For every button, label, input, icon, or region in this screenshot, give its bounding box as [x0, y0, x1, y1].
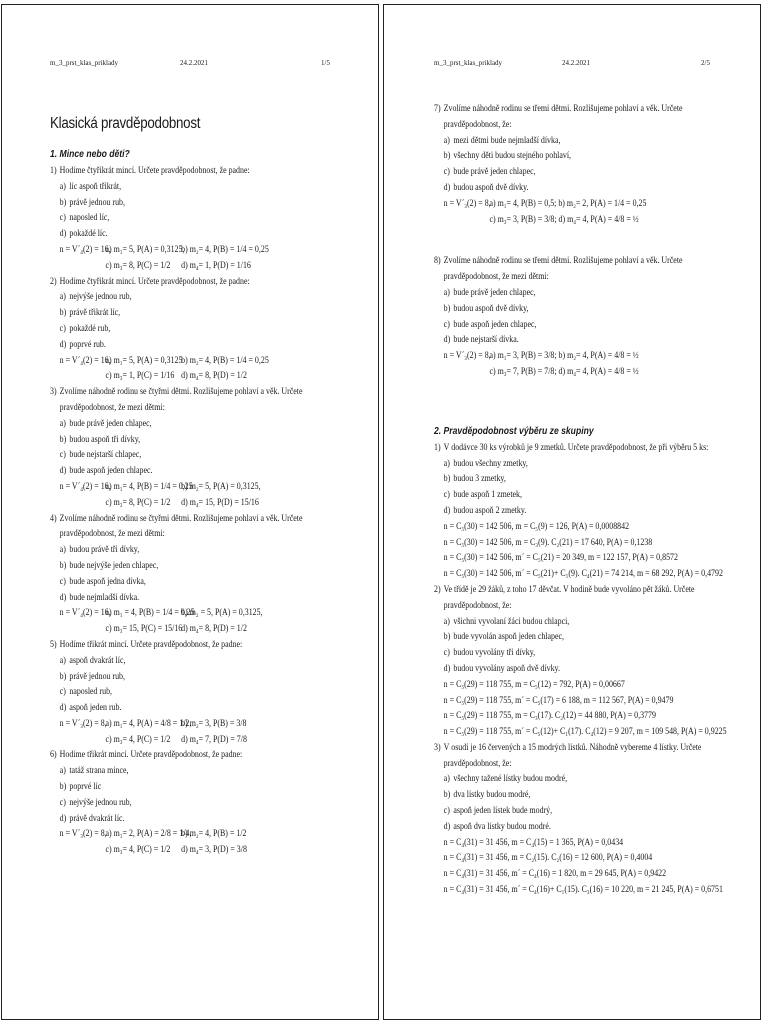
sub-question-text: bude vyvolán aspoň jeden chlapec,	[453, 631, 564, 642]
sub-question	[50, 305, 318, 321]
sub-question-text: bude aspoň jedna dívka,	[69, 575, 146, 586]
sub-question	[434, 503, 703, 519]
sub-question-text: budou všechny zmetky,	[453, 457, 528, 468]
sub-question-letter: a)	[443, 457, 450, 468]
sub-question-text: aspoň jeden lístek bude modrý,	[453, 805, 553, 816]
problem-statement-continued: pravděpodobnost, že mezi dětmi:	[59, 528, 165, 539]
sub-question-letter: b)	[59, 559, 67, 570]
sub-question-text: právě dvakrát líc.	[69, 812, 125, 823]
sub-question	[50, 558, 318, 574]
problem-number: 2)	[50, 275, 57, 286]
answer-line	[434, 212, 703, 228]
answer-line	[50, 732, 318, 748]
sub-question-text: bude právě jeden chlapec,	[69, 417, 152, 428]
sub-question-letter: d)	[59, 465, 67, 476]
sub-question	[50, 321, 318, 337]
sub-question	[50, 669, 318, 685]
sub-question-text: bude nejvýše jeden chlapec,	[69, 559, 159, 570]
sub-question-letter: a)	[59, 417, 66, 428]
section-title: 2. Pravděpodobnost výběru ze skupiny	[434, 425, 594, 437]
sub-question	[434, 771, 703, 787]
answer-line: n = C₅(29) = 118 755, m´ = C₅(17) = 6 188, m = 112 567, P(A) = 0,9479	[443, 694, 674, 705]
header-filename: m_3_prst_klas_priklady	[50, 59, 119, 67]
sub-question-letter: c)	[443, 166, 450, 177]
answer-cell: n = V´₃(2) = 8,	[443, 350, 491, 361]
sub-question	[50, 779, 318, 795]
sub-question-letter: a)	[59, 654, 66, 665]
answer-cell: c) m₃= 3, P(B) = 3/8; d) m₄= 4, P(A) = 4/8 = ½	[489, 213, 639, 224]
answer-cell: a) m₁= 4, P(B) = 1/4 = 0,25	[105, 480, 193, 491]
answer-cell: d) m₄= 3, P(D) = 3/8	[181, 844, 247, 855]
sub-question-letter: a)	[59, 544, 66, 555]
sub-question-letter: d)	[443, 334, 451, 345]
problem	[50, 637, 318, 748]
sub-question	[50, 684, 318, 700]
sub-question-letter: b)	[443, 302, 451, 313]
problem-statement: 2) Ve třídě je 29 žáků, z toho 17 děvčat. V hodině bude vyvoláno pět žáků. Určete	[434, 582, 703, 598]
sub-question	[434, 645, 703, 661]
sub-question-text: právě jednou rub,	[69, 670, 126, 681]
header-page-number: 1/5	[321, 59, 330, 67]
problem	[50, 163, 318, 274]
sub-question	[434, 456, 703, 472]
sub-question-text: tatáž strana mince,	[69, 765, 129, 776]
sub-question-letter: d)	[443, 820, 451, 831]
sub-question-letter: a)	[443, 615, 450, 626]
sub-question-letter: d)	[59, 702, 67, 713]
sub-question-text: budou vyvolány aspoň dvě dívky.	[453, 662, 560, 673]
sub-question-letter: c)	[443, 647, 450, 658]
sub-question-letter: b)	[59, 307, 67, 318]
problem	[50, 384, 318, 510]
sub-question-letter: b)	[59, 433, 67, 444]
sub-question	[50, 700, 318, 716]
page-header	[2, 59, 378, 69]
problem-list	[50, 163, 354, 858]
sub-question	[50, 653, 318, 669]
answer-cell: d) m₄= 15, P(D) = 15/16	[181, 496, 259, 507]
sub-question-text: právě jednou rub,	[69, 196, 126, 207]
sub-question	[434, 164, 703, 180]
problem-statement: 7) Zvolíme náhodně rodinu se třemi dětmi. Rozlišujeme pohlaví a věk. Určete	[434, 101, 703, 117]
answer-cell: a) m₁= 3, P(B) = 3/8; b) m₂= 4, P(A) = 4/8 = ½	[489, 350, 639, 361]
problem	[434, 101, 703, 227]
sub-question	[50, 447, 318, 463]
answer-cell: c) m₃= 8, P(C) = 1/2	[105, 496, 171, 507]
answer-cell: a) m₁= 5, P(A) = 0,3125	[105, 354, 183, 365]
problem-statement: 3) V osudí je 16 červených a 15 modrých lístků. Náhodně vybereme 4 lístky. Určete	[434, 740, 703, 756]
sub-question-letter: a)	[59, 180, 66, 191]
spacer	[434, 227, 740, 253]
sub-question-letter: a)	[443, 134, 450, 145]
answer-cell: b) m₂ = 5, P(A) = 0,3125,	[181, 607, 263, 618]
sub-question-letter: d)	[59, 228, 67, 239]
problem-number: 1)	[50, 165, 57, 175]
sub-question	[50, 179, 318, 195]
page-body	[434, 101, 740, 898]
answer-cell: b) m₂= 3, P(B) = 3/8	[181, 717, 247, 728]
sub-question-letter: c)	[59, 212, 66, 223]
problem	[434, 440, 723, 582]
answer-cell: n = V´₃(2) = 8,	[59, 717, 107, 728]
answer-cell: n = V´₄(2) = 16,	[59, 607, 111, 618]
problem	[434, 582, 727, 740]
answer-cell: a) m₁= 4, P(B) = 0,5; b) m₂= 2, P(A) = 1/4 = 0,25	[489, 197, 647, 208]
problem-number: 2)	[434, 583, 441, 594]
problem-list	[434, 101, 740, 380]
sub-question-text: bude nejstarší chlapec,	[69, 449, 142, 460]
sub-question	[50, 432, 318, 448]
problem-statement: 3) Zvolíme náhodně rodinu se čtyřmi dětmi. Rozlišujeme pohlaví a věk. Určete	[50, 384, 318, 400]
sub-question	[434, 301, 703, 317]
answer-cell: d) m₄= 1, P(D) = 1/16	[181, 259, 251, 270]
answer-line: n = C₄(31) = 31 456, m = C₂(15). C₂(16) = 12 600, P(A) = 0,4004	[443, 852, 653, 863]
answer-line	[50, 605, 318, 621]
sub-question-text: naposled rub,	[69, 686, 113, 697]
sub-question	[434, 285, 703, 301]
sub-question-letter: d)	[59, 338, 67, 349]
problem-number: 6)	[50, 749, 57, 760]
answer-cell: c) m₃= 8, P(C) = 1/2	[105, 259, 171, 270]
answer-line	[434, 364, 703, 380]
sub-question	[50, 542, 318, 558]
sub-question-text: pokaždé líc.	[69, 228, 108, 239]
sub-question	[50, 195, 318, 211]
page-header	[384, 59, 760, 69]
sub-question-text: nejvýše jednou rub,	[69, 796, 132, 807]
answer-line: n = C₅(30) = 142 506, m = C₅(9) = 126, P(A) = 0,0008842	[443, 520, 630, 531]
answer-line	[50, 495, 318, 511]
sub-question-letter: d)	[443, 181, 451, 192]
problem-statement: 8) Zvolíme náhodně rodinu se třemi dětmi. Rozlišujeme pohlaví a věk. Určete	[434, 253, 703, 269]
sub-question	[434, 487, 703, 503]
answer-line	[50, 621, 318, 637]
sub-question-text: dva lístky budou modré,	[453, 789, 531, 800]
answer-cell: n = V´₄(2) = 16,	[59, 480, 111, 491]
sub-question-text: aspoň jeden rub.	[69, 702, 122, 713]
answer-cell: b) m₂= 5, P(A) = 0,3125,	[181, 480, 261, 491]
problem-statement-continued: pravděpodobnost, že:	[443, 599, 512, 610]
sub-question-text: bude nejmladší dívka.	[69, 591, 140, 602]
sub-question-text: aspoň dvakrát líc,	[69, 654, 126, 665]
sub-question-text: všechny děti budou stejného pohlaví,	[453, 150, 572, 161]
sub-question	[50, 463, 318, 479]
answer-line: n = C₅(30) = 142 506, m´ = C₅(21)+ C₁(9). C₄(21) = 74 214, m = 68 292, P(A) = 0,4792	[443, 568, 723, 579]
header-date: 24.2.2021	[180, 59, 208, 67]
answer-cell: b) m₂= 4, P(B) = 1/4 = 0,25	[181, 354, 269, 365]
header-date: 24.2.2021	[562, 59, 590, 67]
answer-cell: d) m₄= 8, P(D) = 1/2	[181, 370, 247, 381]
sub-question-text: budou vyvolány tři dívky,	[453, 647, 536, 658]
sub-question-letter: c)	[443, 318, 450, 329]
problem-number: 8)	[434, 255, 441, 266]
sub-question-letter: c)	[443, 489, 450, 500]
answer-cell: b) m₂= 4, P(B) = 1/4 = 0,25	[181, 243, 269, 254]
answer-line: n = C₅(29) = 118 755, m = C₃(17). C₂(12) = 44 880, P(A) = 0,3779	[443, 710, 656, 721]
answer-cell: c) m₃= 4, P(C) = 1/2	[105, 844, 171, 855]
sub-question	[434, 787, 703, 803]
sub-question-letter: c)	[59, 575, 66, 586]
answer-cell: c) m₃= 15, P(C) = 15/16	[105, 623, 183, 634]
sub-question-text: bude aspoň jeden chlapec,	[453, 318, 537, 329]
answer-cell: n = V´₄(2) = 16,	[59, 354, 111, 365]
sub-question-letter: d)	[59, 591, 67, 602]
sub-question-text: mezi dětmi bude nejmladší dívka,	[453, 134, 561, 145]
answer-line: n = C₅(30) = 142 506, m = C₃(9). C₂(21) = 17 640, P(A) = 0,1238	[443, 536, 653, 547]
page-2	[383, 4, 761, 1020]
problem-statement: 4) Zvolíme náhodně rodinu se čtyřmi dětmi. Rozlišujeme pohlaví a věk. Určete	[50, 511, 318, 527]
answer-line	[50, 479, 318, 495]
sub-question-text: právě třikrát líc,	[69, 307, 121, 318]
sub-question-letter: b)	[443, 631, 451, 642]
sub-question-letter: b)	[443, 150, 451, 161]
sub-question-text: naposled líc,	[69, 212, 110, 223]
sub-question-letter: a)	[443, 773, 450, 784]
sub-question-text: bude právě jeden chlapec,	[453, 166, 536, 177]
header-filename: m_3_prst_klas_priklady	[434, 59, 503, 67]
sub-question	[50, 289, 318, 305]
answer-line: n = C₄(31) = 31 456, m´ = C₄(16)+ C₁(15). C₃(16) = 10 220, m = 21 245, P(A) = 0,6751	[443, 884, 723, 895]
answer-cell: d) m₄= 8, P(D) = 1/2	[181, 623, 247, 634]
sub-question-text: budou aspoň dvě dívky.	[453, 181, 529, 192]
sub-question-letter: d)	[59, 812, 67, 823]
answer-line	[50, 842, 318, 858]
sub-question-letter: a)	[443, 286, 450, 297]
sub-question-text: všichni vyvolaní žáci budou chlapci,	[453, 615, 570, 626]
sub-question-letter: b)	[59, 781, 67, 792]
sub-question	[434, 317, 703, 333]
sub-question-letter: c)	[59, 686, 66, 697]
problem	[50, 511, 318, 637]
problem	[50, 747, 318, 858]
sub-question	[50, 210, 318, 226]
answer-line: n = C₅(29) = 118 755, m = C₅(12) = 792, P(A) = 0,00667	[443, 678, 625, 689]
problem-number: 1)	[434, 441, 441, 452]
sub-question	[50, 763, 318, 779]
sub-question-letter: c)	[59, 449, 66, 460]
sub-question-text: budou aspoň dvě dívky,	[453, 302, 529, 313]
answer-line: n = C₄(31) = 31 456, m = C₄(15) = 1 365, P(A) = 0,0434	[443, 836, 624, 847]
problem-statement: 2) Hodíme čtyřikrát mincí. Určete pravděpodobnost, že padne:	[50, 274, 318, 290]
sub-question	[434, 332, 703, 348]
problem-statement-continued: pravděpodobnost, že:	[443, 757, 512, 768]
page-body	[50, 115, 354, 858]
problem-number: 4)	[50, 512, 57, 523]
answer-line	[50, 716, 318, 732]
sub-question-text: pokaždé rub,	[69, 322, 111, 333]
answer-cell: b) m₂= 4, P(B) = 1/2	[181, 828, 247, 839]
sub-question-text: bude nejstarší dívka.	[453, 334, 519, 345]
sub-question	[434, 803, 703, 819]
problem-statement-continued: pravděpodobnost, že:	[443, 118, 512, 129]
sub-question-text: budou 3 zmetky,	[453, 473, 506, 484]
answer-cell: a) m₁= 5, P(A) = 0,3125,	[105, 243, 185, 254]
problem	[50, 274, 318, 385]
sub-question-letter: c)	[59, 796, 66, 807]
sub-question-text: všechny tažené lístky budou modré,	[453, 773, 568, 784]
sub-question	[50, 795, 318, 811]
problem-statement: 6) Hodíme třikrát mincí. Určete pravděpodobnost, že padne:	[50, 747, 318, 763]
sub-question-letter: c)	[59, 322, 66, 333]
answer-cell: n = V´₃(2) = 8,	[59, 828, 107, 839]
sub-question	[434, 148, 703, 164]
answer-line: n = C₄(31) = 31 456, m´ = C₄(16) = 1 820, m = 29 645, P(A) = 0,9422	[443, 868, 667, 879]
answer-line	[434, 196, 703, 212]
sub-question	[434, 180, 703, 196]
problem-statement: 1) Hodíme čtyřikrát mincí. Určete pravděpodobnost, že padne:	[50, 163, 318, 179]
page-1	[1, 4, 379, 1020]
answer-line: n = C₅(29) = 118 755, m´ = C₅(12)+ C₁(17). C₄(12) = 9 207, m = 109 548, P(A) = 0,9225	[443, 726, 727, 737]
answer-cell: n = V´₃(2) = 8,	[443, 197, 491, 208]
problem-number: 7)	[434, 103, 441, 113]
sub-question-text: bude aspoň jeden chlapec.	[69, 465, 153, 476]
answer-cell: c) m₃= 1, P(C) = 1/16	[105, 370, 175, 381]
sub-question	[50, 574, 318, 590]
sub-question	[50, 811, 318, 827]
sub-question-letter: b)	[59, 670, 67, 681]
sub-question	[434, 614, 703, 630]
sub-question	[434, 661, 703, 677]
problem-statement: 1) V dodávce 30 ks výrobků je 9 zmetků. Určete pravděpodobnost, že při výběru 5 ks:	[434, 440, 703, 456]
problem-statement: 5) Hodíme třikrát mincí. Určete pravděpodobnost, že padne:	[50, 637, 318, 653]
sub-question-text: bude právě jeden chlapec,	[453, 286, 536, 297]
sub-question-letter: a)	[59, 291, 66, 302]
answer-cell: d) m₄= 7, P(D) = 7/8	[181, 733, 247, 744]
answer-cell: a) m₁= 4, P(A) = 4/8 = 1/2,	[105, 717, 192, 728]
answer-line	[50, 242, 318, 258]
sub-question-letter: a)	[59, 765, 66, 776]
sub-question-text: bude aspoň 1 zmetek,	[453, 489, 522, 500]
problem	[434, 740, 723, 898]
header-page-number: 2/5	[701, 59, 710, 67]
sub-question-letter: d)	[443, 662, 451, 673]
sub-question	[434, 471, 703, 487]
answer-cell: c) m₃= 4, P(C) = 1/2	[105, 733, 171, 744]
answer-line	[50, 353, 318, 369]
sub-question-text: nejvýše jednou rub,	[69, 291, 132, 302]
answer-line	[50, 258, 318, 274]
problem-number: 3)	[434, 741, 441, 752]
sub-question-letter: c)	[443, 805, 450, 816]
answer-line	[434, 348, 703, 364]
sub-question	[434, 819, 703, 835]
sub-question-letter: b)	[443, 789, 451, 800]
sub-question	[434, 629, 703, 645]
sub-question	[50, 416, 318, 432]
answer-cell: n = V´₄(2) = 16,	[59, 243, 111, 254]
sub-question-letter: b)	[443, 473, 451, 484]
document-title: Klasická pravděpodobnost	[50, 115, 201, 132]
answer-cell: a) m₁= 2, P(A) = 2/8 = 1/4,	[105, 828, 192, 839]
sub-question-letter: b)	[59, 196, 67, 207]
sub-question-letter: d)	[443, 504, 451, 515]
sub-question-text: aspoň dva lístky budou modré.	[453, 820, 551, 831]
sub-question	[50, 590, 318, 606]
sub-question-text: budou právě tři dívky,	[69, 544, 140, 555]
sub-question-text: poprvé rub.	[69, 338, 106, 349]
problem-number: 3)	[50, 386, 57, 397]
answer-line	[50, 368, 318, 384]
problem-list	[434, 440, 740, 898]
answer-cell: c) m₃= 7, P(B) = 7/8; d) m₄= 4, P(A) = 4/8 = ½	[489, 365, 639, 376]
sub-question-text: budou aspoň 2 zmetky.	[453, 504, 527, 515]
problem-statement-continued: pravděpodobnost, že mezi dětmi:	[443, 271, 549, 282]
answer-line	[50, 826, 318, 842]
sub-question-text: budou aspoň tři dívky,	[69, 433, 141, 444]
answer-line: n = C₅(30) = 142 506, m´ = C₅(21) = 20 349, m = 122 157, P(A) = 0,8572	[443, 552, 678, 563]
problem-number: 5)	[50, 638, 57, 649]
problem	[434, 253, 703, 379]
problem-statement-continued: pravděpodobnost, že mezi dětmi:	[59, 401, 165, 412]
sub-question-text: poprvé líc	[69, 781, 102, 792]
section-title: 1. Mince nebo děti?	[50, 149, 130, 160]
sub-question	[50, 226, 318, 242]
sub-question	[50, 337, 318, 353]
sub-question-text: líc aspoň třikrát,	[69, 180, 122, 191]
sub-question	[434, 133, 703, 149]
answer-cell: a) m₁ = 4, P(B) = 1/4 = 0,25	[105, 607, 195, 618]
